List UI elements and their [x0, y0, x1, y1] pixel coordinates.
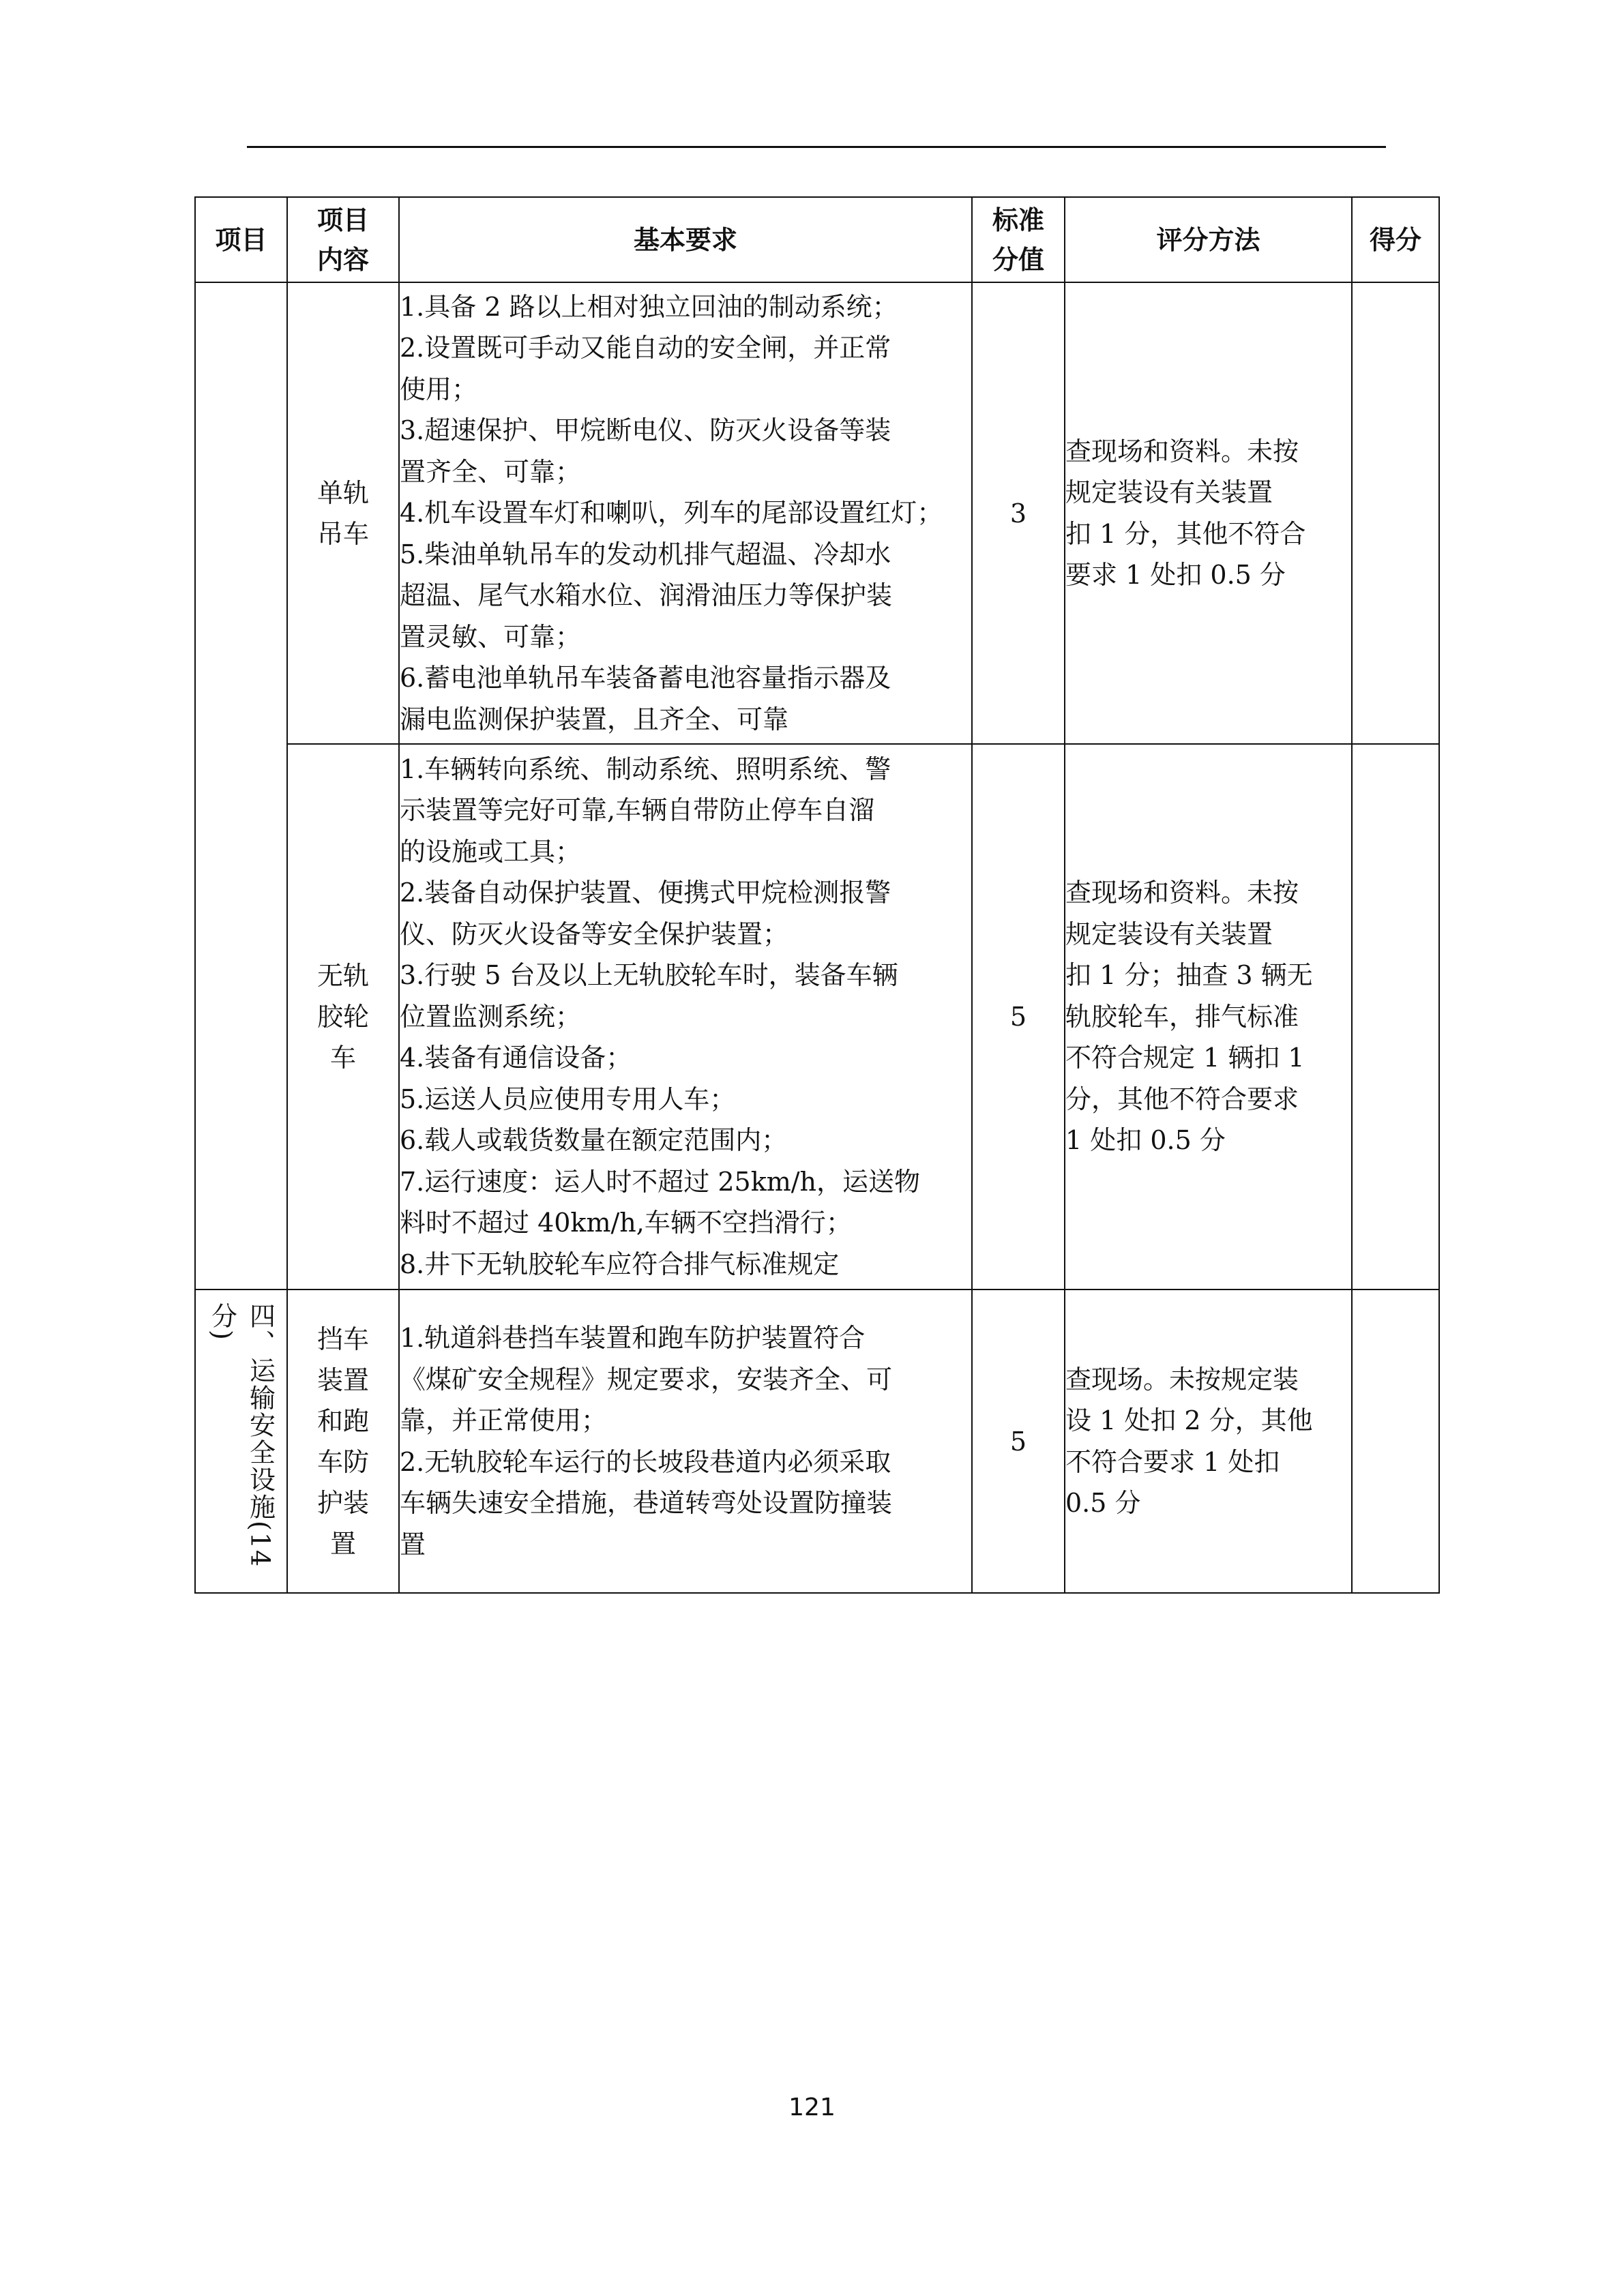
header-rule	[247, 146, 1386, 148]
header-content: 项目 内容	[287, 197, 399, 282]
result-cell	[1352, 744, 1439, 1289]
score-cell: 5	[972, 744, 1065, 1289]
header-result: 得分	[1352, 197, 1439, 282]
page-number: 121	[788, 2093, 836, 2121]
requirements-cell: 1.车辆转向系统、制动系统、照明系统、警 示装置等完好可靠,车辆自带防止停车自溜 的设施或工具； 2.装备自动保护装置、便携式甲烷检测报警 仪、防灭火设备等安全保护装置； 3.行驶 5 台及以上无轨胶轮车时，装备车辆 位置监测系统； 4.装备有通信设备； 5.运送人员应使用专用人车； 6.载人或载货数量在额定范围内； 7.运行速度：运人时不超过 25km/h，运送物 料时不超过 40km/h,车辆不空挡滑行； 8.井下无轨胶轮车应符合排气标准规定	[399, 744, 972, 1289]
result-cell	[1352, 282, 1439, 744]
score-cell: 5	[972, 1289, 1065, 1593]
project-title-vertical: 四、运输安全设施(14 分)	[207, 1302, 276, 1568]
result-cell	[1352, 1289, 1439, 1593]
method-cell: 查现场和资料。未按 规定装设有关装置 扣 1 分；抽查 3 辆无 轨胶轮车，排气标准 不符合规定 1 辆扣 1 分，其他不符合要求 1 处扣 0.5 分	[1065, 744, 1352, 1289]
table-row	[195, 1289, 1439, 1593]
table-row	[195, 282, 1439, 744]
content-cell: 挡车 装置 和跑 车防 护装 置	[287, 1289, 399, 1593]
header-method: 评分方法	[1065, 197, 1352, 282]
method-cell: 查现场。未按规定装 设 1 处扣 2 分，其他 不符合要求 1 处扣 0.5 分	[1065, 1289, 1352, 1593]
project-cell-empty	[195, 282, 287, 1289]
requirements-cell: 1.具备 2 路以上相对独立回油的制动系统； 2.设置既可手动又能自动的安全闸，并正常 使用； 3.超速保护、甲烷断电仪、防灭火设备等装 置齐全、可靠； 4.机车设置车灯和喇叭，列车的尾部设置红灯； 5.柴油单轨吊车的发动机排气超温、冷却水 超温、尾气水箱水位、润滑油压力等保护装 置灵敏、可靠； 6.蓄电池单轨吊车装备蓄电池容量指示器及 漏电监测保护装置，且齐全、可靠	[399, 282, 972, 744]
score-cell: 3	[972, 282, 1065, 744]
table-header-row	[195, 197, 1439, 282]
scoring-table	[194, 196, 1440, 1594]
header-project: 项目	[195, 197, 287, 282]
requirements-cell: 1.轨道斜巷挡车装置和跑车防护装置符合 《煤矿安全规程》规定要求，安装齐全、可 靠，并正常使用； 2.无轨胶轮车运行的长坡段巷道内必须采取 车辆失速安全措施，巷道转弯处设置防撞装 置	[399, 1289, 972, 1593]
content-cell: 无轨 胶轮 车	[287, 744, 399, 1289]
content-cell: 单轨 吊车	[287, 282, 399, 744]
header-score: 标准 分值	[972, 197, 1065, 282]
method-cell: 查现场和资料。未按 规定装设有关装置 扣 1 分，其他不符合 要求 1 处扣 0.5 分	[1065, 282, 1352, 744]
project-cell	[195, 1289, 287, 1593]
header-requirements: 基本要求	[399, 197, 972, 282]
table-row	[195, 744, 1439, 1289]
